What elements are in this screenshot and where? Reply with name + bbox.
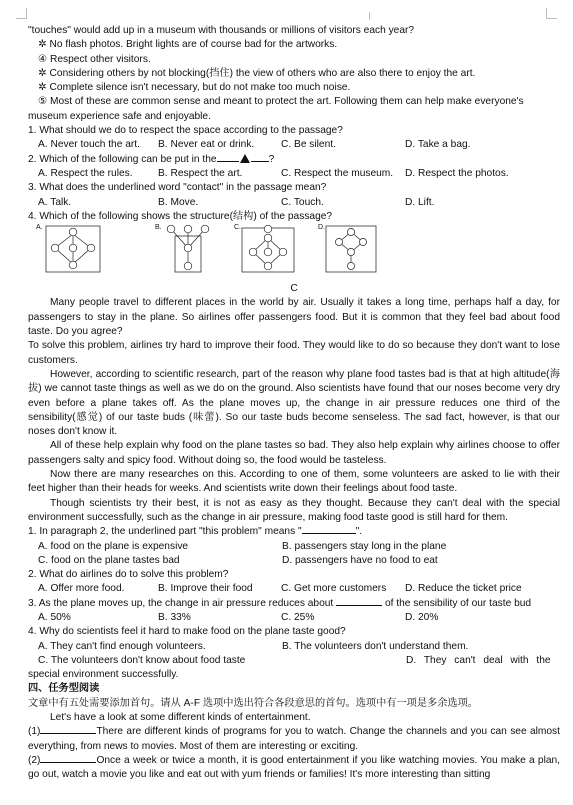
option-c: C. food on the plane tastes bad: [38, 554, 180, 566]
option-d: D. They can't deal with the: [406, 654, 551, 666]
diagram-d-graphic: [324, 224, 378, 274]
option-c: C. The volunteers don't know about food taste: [38, 654, 246, 666]
section-4-heading: 四、任务型阅读: [28, 683, 100, 695]
star-bullet-icon: ✲: [38, 39, 47, 51]
text-line: ⑤ Most of these are common sense and meant to protect the art. Following them can help make everyone's: [38, 96, 524, 108]
option-d: D. passengers have no food to eat: [282, 554, 438, 566]
diagram-c-graphic: [240, 224, 298, 274]
answer-blank: [40, 733, 96, 734]
option-d: D. 20%: [405, 611, 439, 623]
text-line: "touches" would add up in a museum with thousands or millions of visitors each year?: [28, 25, 415, 36]
question-4: 4. Which of the following shows the structure(结构) of the passage?: [28, 210, 333, 222]
option-c: C. Be silent.: [281, 139, 336, 151]
structure-diagram-a: [36, 224, 104, 279]
question-2-end: ?: [268, 153, 275, 165]
option-b: B. 33%: [158, 611, 191, 623]
c-question-2-options: [28, 582, 560, 596]
blank-paragraph-2: [28, 754, 560, 783]
rule-text: Considering others by not blocking(挡住) the view of others who are also there to enjoy the art.: [49, 67, 476, 79]
question-2-options: [28, 167, 560, 181]
blank-paragraph-text: There are different kinds of programs for you to watch. Change the channels and you can see almost everything, from news to movies. Most of them are interesting or exciting.: [28, 726, 560, 752]
option-a: A. Talk.: [38, 196, 72, 208]
c-question-1-text: 1. In paragraph 2, the underlined part "this problem" means ": [28, 526, 302, 538]
c-question-3: [28, 597, 560, 611]
rule-text: Complete silence isn't necessary, but do not make too much noise.: [49, 82, 351, 94]
c-question-2: 2. What do airlines do to solve this problem?: [28, 569, 229, 581]
option-b: B. Never eat or drink.: [158, 139, 255, 151]
structure-diagram-b: [155, 224, 217, 279]
question-2: [28, 153, 560, 167]
option-d: D. Reduce the ticket price: [405, 583, 522, 595]
c-question-4-options-row-1: [28, 640, 560, 654]
option-b: B. The volunteers don't understand them.: [282, 640, 469, 652]
option-a: A. Offer more food.: [38, 583, 125, 595]
answer-blank: [217, 161, 239, 162]
option-d: D. Respect the photos.: [405, 167, 509, 179]
blank-paragraph-text: Once a week or twice a month, it is good entertainment if you like watching movies. You make a plan, go out, watch a movie you like and eat out with yum friends or families! It's more interesting than sitting: [28, 754, 560, 781]
crop-mark-top-left: [16, 8, 27, 19]
blank-number: (1): [28, 726, 41, 738]
passage-paragraph-6: Though scientists try their best, it is not as easy as they thought. Because they can't deal with the special environment successfully, such as the change in air pressure, making food taste good is still hard for them.: [28, 497, 560, 523]
rule-text: No flash photos. Bright lights are of course bad for the artworks.: [49, 39, 338, 51]
option-b: B. Improve their food: [158, 583, 253, 595]
option-c: C. Respect the museum.: [281, 167, 394, 179]
option-c: C. Touch.: [281, 196, 324, 208]
option-a: A. 50%: [38, 611, 71, 623]
c-question-1: [28, 525, 560, 539]
c-question-1-end: ".: [355, 526, 363, 538]
option-b: B. Move.: [158, 196, 199, 208]
text-line: museum experience safe and enjoyable.: [28, 110, 211, 122]
option-a: A. food on the plane is expensive: [38, 540, 189, 552]
diagram-b-graphic: [161, 224, 217, 274]
c-question-3-end: of the sensibility of our taste bud: [384, 597, 532, 609]
diagram-label-a: A.: [36, 224, 43, 232]
structure-diagrams: [28, 224, 560, 282]
passage-paragraph-5: Now there are many researches on this. According to one of them, some volunteers are asked to lie with their feet higher than their heads for weeks. And scientists write down their feelings about food taste.: [28, 469, 560, 495]
option-a: A. Never touch the art.: [38, 139, 140, 151]
diagram-a-graphic: [42, 224, 104, 274]
passage-paragraph-4: All of these help explain why food on the plane tastes so bad. They also help explain why airlines choose to offer passengers salty and spicy food. Without doing so, the food would be tasteless.: [28, 440, 560, 466]
option-c: C. Get more customers: [281, 583, 387, 595]
c-question-4: 4. Why do scientists feel it hard to make food on the plane taste good?: [28, 626, 346, 638]
star-bullet-icon: ✲: [38, 67, 47, 79]
answer-blank: [302, 533, 356, 534]
option-b: B. passengers stay long in the plane: [282, 540, 447, 552]
passage-paragraph-3: However, according to scientific research, part of the reason why plane food tastes bad is that at high altitude(海拔) we cannot taste things as well as we do on the ground. Also scientists have found that our noses become very dry even before a plane takes off. As the plane moves up, the change in air pressure reduces one third of the sensibility(感觉) of our taste buds (味蕾). So our taste buds become senseless. The sad fact, however, is that our noses don't know it.: [28, 368, 560, 438]
structure-diagram-c: [234, 224, 298, 279]
blank-paragraph-1: [28, 725, 560, 754]
rule-item: [28, 81, 560, 95]
rule-item: [28, 38, 560, 52]
c-question-4-options-row-2: [28, 654, 560, 668]
c-question-4-continued: special environment successfully.: [28, 669, 179, 681]
rule-heading: ④ Respect other visitors.: [38, 53, 151, 65]
option-a: A. They can't find enough volunteers.: [38, 640, 206, 652]
rule-item: [28, 67, 560, 81]
c-question-3-text: 3. As the plane moves up, the change in air pressure reduces about: [28, 597, 334, 609]
diagram-label-d: D.: [318, 224, 325, 232]
option-c: C. 25%: [281, 611, 315, 623]
c-question-3-options: [28, 611, 560, 625]
page-center-tick: [369, 12, 370, 20]
option-b: B. Respect the art.: [158, 167, 243, 179]
intro-line: Let's have a look at some different kinds of entertainment.: [50, 712, 311, 724]
question-1: 1. What should we do to respect the space according to the passage?: [28, 125, 343, 137]
structure-diagram-d: [318, 224, 378, 279]
blank-number: (2): [28, 754, 41, 766]
question-3: 3. What does the underlined word "contact" in the passage mean?: [28, 182, 327, 194]
question-1-options: [28, 138, 560, 152]
crop-mark-top-right: [546, 8, 557, 19]
answer-blank: [40, 762, 96, 763]
section-4-instructions: 文章中有五处需要添加首句。请从 A-F 选项中选出符合各段意思的首句。选项中有一项是多余选项。: [28, 697, 478, 709]
passage-paragraph-2: To solve this problem, airlines try hard to improve their food. They would like to do so because they don't want to lose customers.: [28, 340, 560, 366]
page-content: [28, 24, 560, 783]
diagram-label-c: C.: [234, 224, 241, 232]
c-question-1-options-row-2: [28, 554, 560, 568]
question-2-text: 2. Which of the following can be put in the: [28, 153, 217, 165]
answer-blank: [251, 161, 269, 162]
star-bullet-icon: ✲: [38, 82, 47, 94]
option-d: D. Lift.: [405, 196, 435, 208]
option-a: A. Respect the rules.: [38, 167, 133, 179]
c-question-1-options-row-1: [28, 540, 560, 554]
option-d: D. Take a bag.: [405, 139, 471, 151]
triangle-icon: [240, 154, 250, 163]
passage-paragraph-1: Many people travel to different places in the world by air. Usually it takes a long time, perhaps half a day, for passengers to stay in the plane. So airlines offer passengers food. But it is common that they feel bad about food taste. Do you agree?: [28, 297, 560, 338]
question-3-options: [28, 196, 560, 210]
answer-blank: [336, 605, 382, 606]
diagram-label-b: B.: [155, 224, 162, 232]
section-c-heading: C: [290, 283, 298, 295]
